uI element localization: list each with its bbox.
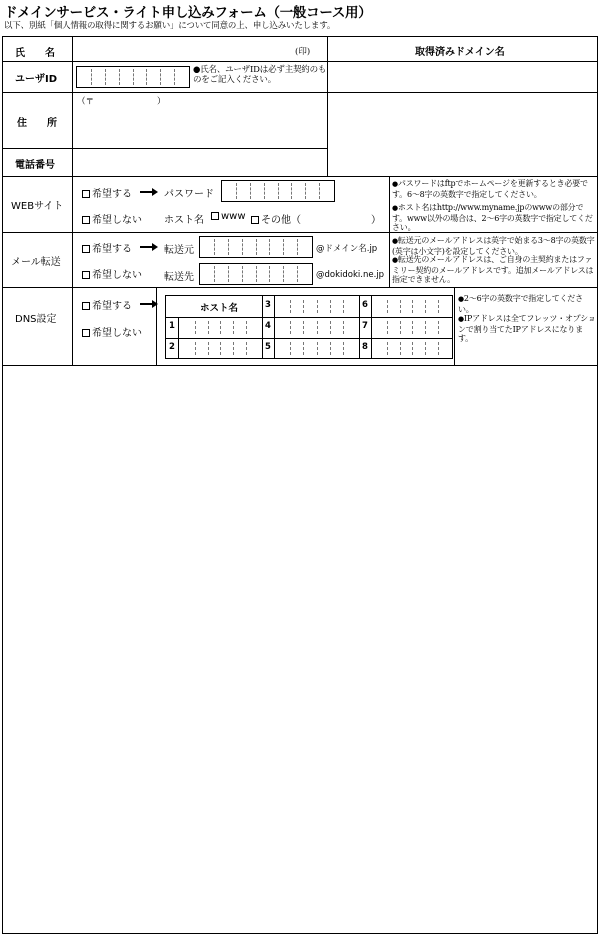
blank-area [3, 366, 597, 933]
row-divider [3, 92, 327, 93]
dns-host-input-3[interactable] [277, 298, 357, 315]
dns-not-want-label: 希望しない [92, 328, 142, 339]
checkbox-icon[interactable] [82, 190, 90, 198]
mail-label: メール転送 [11, 257, 61, 268]
postal-code-close: ） [157, 97, 166, 107]
mail-to-input[interactable] [199, 263, 313, 285]
dns-host-header: ホスト名 [200, 303, 239, 314]
dns-label: DNS設定 [15, 314, 57, 325]
dns-num-2: 2 [169, 342, 175, 352]
dns-want-option[interactable] [82, 297, 132, 312]
dns-num-5: 5 [265, 342, 271, 352]
bullet-icon: ● [392, 237, 398, 245]
mail-note-from: ●転送元のメールアドレスは英字で始まる3〜8字の英数字(英字は小文字)を設定してください。 [392, 236, 595, 256]
phone-field[interactable] [75, 151, 323, 173]
arrow-right-icon [140, 303, 154, 305]
mail-want-option[interactable] [82, 240, 132, 255]
mail-from-input[interactable] [199, 236, 313, 258]
checkbox-icon[interactable] [82, 329, 90, 337]
dns-note-ip: ●IPアドレスは全てフレッツ・オプションで割り当てたIPアドレスになります。 [458, 314, 596, 343]
dns-num-6: 6 [362, 300, 368, 310]
web-not-want-option[interactable] [82, 211, 142, 226]
mail-to-label: 転送先 [164, 272, 194, 283]
acquired-domain-label: 取得済みドメイン名 [415, 47, 505, 58]
dns-host-input-7[interactable] [374, 319, 452, 336]
checkbox-icon[interactable] [251, 216, 259, 224]
column-divider [327, 37, 328, 176]
name-field[interactable] [75, 39, 323, 59]
web-password-input[interactable] [221, 180, 335, 202]
dns-num-3: 3 [265, 300, 271, 310]
form-subtitle: 以下、別紙「個人情報の取得に関するお願い」について同意の上、申し込みいたします。 [4, 21, 336, 31]
application-form [2, 36, 598, 934]
dns-num-7: 7 [362, 321, 368, 331]
row-divider [3, 61, 597, 62]
userid-input[interactable] [76, 66, 190, 88]
checkbox-icon[interactable] [82, 271, 90, 279]
web-password-label: パスワード [164, 189, 214, 200]
web-note-password: ●パスワードはftpでホームページを更新するとき必要です。6〜8字の英数字で指定してください。 [392, 179, 588, 199]
bullet-icon: ● [458, 295, 464, 303]
row-divider [3, 176, 597, 177]
web-want-label: 希望する [92, 189, 132, 200]
dns-host-input-1[interactable] [182, 319, 260, 336]
web-want-option[interactable] [82, 185, 132, 200]
bullet-icon: ● [392, 256, 398, 264]
mail-from-domain: @ドメイン名.jp [316, 244, 378, 254]
mail-want-label: 希望する [92, 244, 132, 255]
mail-not-want-label: 希望しない [92, 270, 142, 281]
row-divider [3, 287, 597, 288]
dns-host-input-6[interactable] [374, 298, 452, 315]
web-not-want-label: 希望しない [92, 215, 142, 226]
web-host-www-label: www [221, 211, 246, 222]
dns-not-want-option[interactable] [82, 324, 142, 339]
dns-host-input-2[interactable] [182, 340, 260, 357]
bullet-icon: ● [392, 180, 398, 188]
userid-label: ユーザID [15, 74, 58, 85]
userid-note: ●氏名、ユーザIDは必ず主契約のものをご記入ください。 [193, 65, 327, 85]
checkbox-icon[interactable] [82, 245, 90, 253]
web-host-other-label: その他（ [261, 215, 301, 226]
acquired-domain-field[interactable] [330, 64, 594, 172]
dns-host-input-4[interactable] [277, 319, 357, 336]
web-host-other-option[interactable] [251, 211, 301, 226]
dns-num-8: 8 [362, 342, 368, 352]
dns-note-host: ●2〜6字の英数字で指定してください。 [458, 294, 583, 314]
checkbox-icon[interactable] [82, 302, 90, 310]
column-divider [389, 176, 390, 287]
arrow-right-icon [140, 191, 154, 193]
address-field[interactable] [75, 107, 323, 145]
web-host-other-close: ） [371, 215, 381, 226]
checkbox-icon[interactable] [211, 212, 219, 220]
column-divider [72, 37, 73, 365]
phone-label: 電話番号 [15, 160, 55, 171]
form-title: ドメインサービス・ライト申し込みフォーム（一般コース用） [4, 5, 372, 21]
name-label: 氏 名 [15, 48, 55, 59]
mail-from-label: 転送元 [164, 245, 194, 256]
bullet-icon: ● [458, 315, 464, 323]
mail-to-domain: @dokidoki.ne.jp [316, 270, 385, 280]
column-divider [454, 287, 455, 365]
mail-note-to: ●転送先のメールアドレスは、ご自身の主契約またはファミリー契約のメールアドレスです。追加メールアドレスは指定できません。 [392, 255, 594, 284]
dns-host-table [165, 295, 453, 359]
postal-code-open: （〒 [77, 97, 95, 107]
web-label: WEBサイト [11, 201, 64, 212]
arrow-right-icon [140, 246, 154, 248]
dns-num-4: 4 [265, 321, 271, 331]
row-divider [3, 148, 327, 149]
seal-mark: (印) [295, 47, 311, 57]
dns-host-input-8[interactable] [374, 340, 452, 357]
mail-not-want-option[interactable] [82, 266, 142, 281]
checkbox-icon[interactable] [82, 216, 90, 224]
web-host-www-option[interactable] [211, 211, 246, 222]
web-note-host: ●ホスト名はhttp://www.myname.jpのwwwの部分です。www以外の場合は、2〜6字の英数字で指定してください。 [392, 203, 593, 232]
dns-host-input-5[interactable] [277, 340, 357, 357]
dns-num-1: 1 [169, 321, 175, 331]
bullet-icon: ● [392, 204, 398, 212]
address-label: 住 所 [17, 118, 57, 129]
dns-want-label: 希望する [92, 301, 132, 312]
column-divider [156, 287, 157, 365]
web-host-label: ホスト名 [164, 215, 204, 226]
